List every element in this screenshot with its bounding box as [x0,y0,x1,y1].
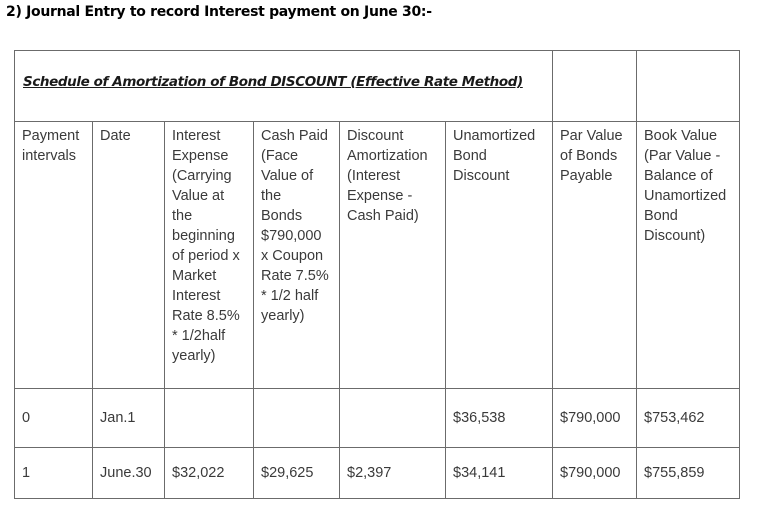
column-header-payment-intervals: Payment intervals [15,122,93,389]
page-heading: 2) Journal Entry to record Interest payment on June 30:- [6,4,432,20]
table-row [15,448,740,499]
cell-payment-interval: 1 [15,448,93,499]
schedule-title: Schedule of Amortization of Bond DISCOUNT (Effective Rate Method) [23,74,523,90]
column-header-date: Date [93,122,165,389]
cell-unamortized-discount: $34,141 [446,448,553,499]
empty-header-cell [553,51,637,122]
cell-interest-expense [165,389,254,448]
cell-date: Jan.1 [93,389,165,448]
cell-unamortized-discount: $36,538 [446,389,553,448]
table-row [15,389,740,448]
cell-par-value: $790,000 [553,389,637,448]
column-header-discount-amortization: Discount Amortization (Interest Expense - Cash Paid) [340,122,446,389]
schedule-title-cell [15,51,553,122]
cell-interest-expense: $32,022 [165,448,254,499]
amortization-schedule-table [14,50,740,499]
column-header-interest-expense: Interest Expense (Carrying Value at the beginning of period x Market Interest Rate 8.5% * 1/2half yearly) [165,122,254,389]
cell-cash-paid: $29,625 [254,448,340,499]
empty-header-cell [637,51,740,122]
column-header-unamortized-discount: Unamortized Bond Discount [446,122,553,389]
cell-payment-interval: 0 [15,389,93,448]
cell-date: June.30 [93,448,165,499]
cell-book-value: $753,462 [637,389,740,448]
column-header-par-value: Par Value of Bonds Payable [553,122,637,389]
cell-par-value: $790,000 [553,448,637,499]
cell-discount-amortization: $2,397 [340,448,446,499]
cell-discount-amortization [340,389,446,448]
column-header-book-value: Book Value (Par Value - Balance of Unamortized Bond Discount) [637,122,740,389]
cell-book-value: $755,859 [637,448,740,499]
column-header-cash-paid: Cash Paid (Face Value of the Bonds $790,000 x Coupon Rate 7.5% * 1/2 half yearly) [254,122,340,389]
cell-cash-paid [254,389,340,448]
